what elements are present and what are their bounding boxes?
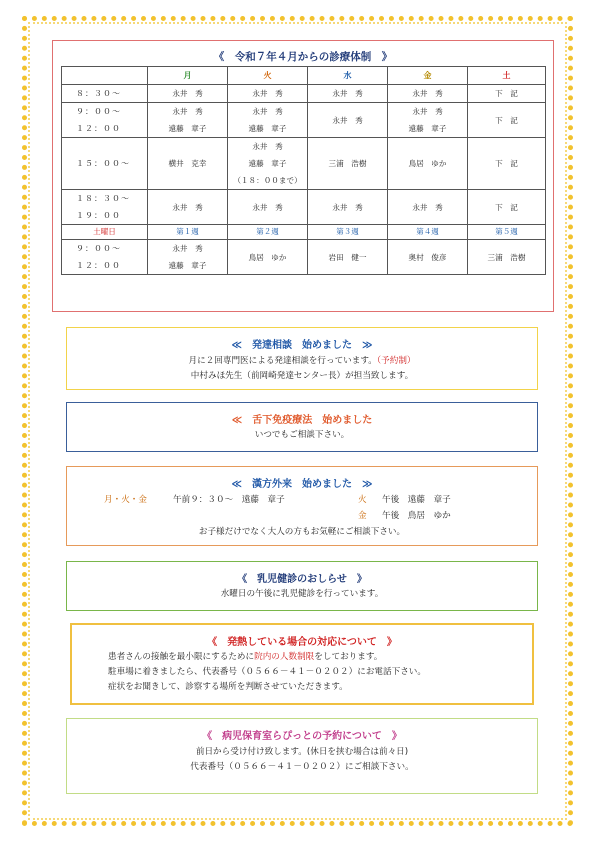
doctor-cell	[148, 138, 228, 190]
doctor-cell	[148, 190, 228, 225]
saturday-label: 土曜日	[62, 225, 148, 240]
cell-text: 永井 秀	[252, 142, 283, 151]
cell-text: 三浦 浩樹	[328, 159, 367, 168]
time-slot-cell	[62, 240, 148, 275]
cell-text: 下 記	[495, 202, 518, 212]
cell-text: 遠藤 章子	[248, 159, 287, 168]
kampo-row-1	[67, 492, 537, 508]
time-slot-cell	[62, 85, 148, 103]
corner-cell	[62, 67, 148, 85]
kampo-day: 火	[358, 495, 367, 505]
schedule-table	[61, 66, 546, 275]
time-slot-cell	[62, 190, 148, 225]
doctor-cell	[308, 85, 388, 103]
cell-text: 鳥居 ゆか	[408, 159, 447, 168]
notice-line: 前日から受け付け致します。(休日を挟む場合は前々日)	[195, 747, 409, 757]
cell-text: １２：００	[76, 261, 121, 270]
notice-text: 月に２回専門医による発達相談を行っています。	[188, 356, 377, 366]
cell-text: ９：００～	[76, 107, 121, 116]
notice-line	[67, 354, 537, 369]
doctor-cell	[228, 103, 308, 138]
notice-sublingual-immunotherapy	[66, 402, 538, 452]
notice-heading: 《 乳児健診のおしらせ 》	[237, 574, 367, 585]
doctor-cell	[228, 138, 308, 190]
notice-heading: ≪ 発達相談 始めました ≫	[231, 340, 373, 351]
notice-line	[108, 650, 532, 665]
week-label: 第５週	[468, 225, 546, 240]
cell-text: 下 記	[495, 89, 518, 98]
notice-heading: ≪ 舌下免疫療法 始めました	[231, 415, 373, 426]
doctor-cell	[388, 190, 468, 225]
cell-text: 下 記	[495, 115, 518, 125]
cell-text: 遠藤 章子	[168, 261, 207, 270]
time-slot-cell	[62, 138, 148, 190]
doctor-cell	[308, 138, 388, 190]
cell-text: 永井 秀	[252, 89, 283, 98]
schedule-box	[52, 40, 554, 312]
cell-text: 遠藤 章子	[408, 124, 447, 133]
cell-text: 遠藤 章子	[248, 124, 287, 133]
cell-text: 奥村 俊彦	[408, 252, 447, 262]
cell-text: 永井 秀	[412, 89, 443, 98]
day-header-wed: 水	[308, 67, 388, 85]
cell-text: 永井 秀	[172, 202, 203, 212]
notice-text: をしております。	[314, 652, 383, 662]
notice-line: 症状をお聞きして、診察する場所を判断させていただきます。	[108, 682, 348, 692]
day-header-tue: 火	[228, 67, 308, 85]
doctor-cell	[468, 138, 546, 190]
week-label: 第１週	[148, 225, 228, 240]
reservation-note: （予約制）	[376, 356, 416, 366]
doctor-cell	[148, 103, 228, 138]
notice-heading: 《 発熱している場合の対応について 》	[207, 637, 397, 648]
schedule-title: 《 令和７年４月からの診療体制 》	[213, 51, 393, 63]
cell-text: 遠藤 章子	[168, 124, 207, 133]
cell-text: 永井 秀	[332, 115, 363, 125]
doctor-cell	[148, 240, 228, 275]
cell-text: （１８：００まで）	[233, 176, 302, 185]
doctor-cell	[308, 190, 388, 225]
saturday-row	[62, 240, 546, 275]
notice-development-consultation	[66, 327, 538, 390]
doctor-cell	[308, 240, 388, 275]
cell-text: 永井 秀	[332, 202, 363, 212]
notice-sick-childcare-reservation	[66, 718, 538, 794]
notice-heading: 《 病児保育室らぴっとの予約について 》	[202, 731, 402, 742]
notice-line: 中村みほ先生（前岡崎発達センター長）が担当致します。	[190, 371, 414, 381]
cell-text: 永井 秀	[172, 244, 203, 253]
cell-text: 永井 秀	[172, 89, 203, 98]
doctor-cell	[468, 240, 546, 275]
cell-text: 横井 克幸	[168, 159, 207, 168]
cell-text: １８：３０～	[76, 194, 130, 203]
notice-line: 代表番号（０５６６－４１－０２０２）にご相談下さい。	[190, 762, 414, 772]
notice-text: 患者さんの接触を最小限にするために	[108, 652, 255, 662]
kampo-days: 月・火・金	[104, 495, 147, 505]
saturday-week-row	[62, 225, 546, 240]
notice-line: 駐車場に着きましたら、代表番号（０５６６－４１－０２０２）にお電話下さい。	[108, 667, 426, 677]
day-header-mon: 月	[148, 67, 228, 85]
day-header-fri: 金	[388, 67, 468, 85]
schedule-row	[62, 103, 546, 138]
doctor-cell	[308, 103, 388, 138]
schedule-row	[62, 190, 546, 225]
doctor-cell	[228, 85, 308, 103]
doctor-cell	[468, 103, 546, 138]
notice-line: いつでもご相談下さい。	[254, 430, 350, 440]
kampo-row-2	[67, 508, 537, 524]
limit-note: 院内の人数制限	[254, 652, 315, 662]
schedule-row	[62, 85, 546, 103]
doctor-cell	[468, 190, 546, 225]
notice-heading: ≪ 漢方外来 始めました ≫	[231, 479, 373, 490]
time-slot-cell	[62, 103, 148, 138]
cell-text: 三浦 浩樹	[487, 252, 526, 262]
cell-text: 永井 秀	[412, 107, 443, 116]
cell-text: 岩田 健一	[328, 252, 367, 262]
notice-kampo-clinic	[66, 466, 538, 546]
cell-text: １９：００	[76, 211, 121, 220]
cell-text: ８：３０～	[76, 89, 121, 98]
schedule-row	[62, 138, 546, 190]
kampo-day: 金	[358, 511, 367, 521]
cell-text: 鳥居 ゆか	[248, 252, 287, 262]
doctor-cell	[388, 103, 468, 138]
cell-text: 永井 秀	[172, 107, 203, 116]
cell-text: １２：００	[76, 124, 121, 133]
kampo-schedule: 午後 鳥居 ゆか	[382, 511, 451, 521]
week-label: 第４週	[388, 225, 468, 240]
notice-fever-response	[70, 623, 534, 705]
cell-text: 永井 秀	[252, 202, 283, 212]
doctor-cell	[228, 240, 308, 275]
week-label: 第２週	[228, 225, 308, 240]
kampo-schedule: 午前９：３０～ 遠藤 章子	[173, 495, 285, 505]
doctor-cell	[148, 85, 228, 103]
notice-line: 水曜日の午後に乳児健診を行っています。	[220, 589, 384, 599]
cell-text: ９：００～	[76, 244, 121, 253]
kampo-schedule: 午後 遠藤 章子	[382, 495, 451, 505]
cell-text: 永井 秀	[252, 107, 283, 116]
doctor-cell	[228, 190, 308, 225]
cell-text: 下 記	[495, 159, 518, 168]
cell-text: 永井 秀	[412, 202, 443, 212]
cell-text: 永井 秀	[332, 89, 363, 98]
doctor-cell	[388, 240, 468, 275]
doctor-cell	[468, 85, 546, 103]
day-header-sat: 土	[468, 67, 546, 85]
doctor-cell	[388, 85, 468, 103]
cell-text: １５：００～	[76, 159, 130, 168]
schedule-header-row	[62, 67, 546, 85]
notice-infant-checkup	[66, 561, 538, 611]
doctor-cell	[388, 138, 468, 190]
week-label: 第３週	[308, 225, 388, 240]
notice-line: お子様だけでなく大人の方もお気軽にご相談下さい。	[198, 527, 406, 537]
